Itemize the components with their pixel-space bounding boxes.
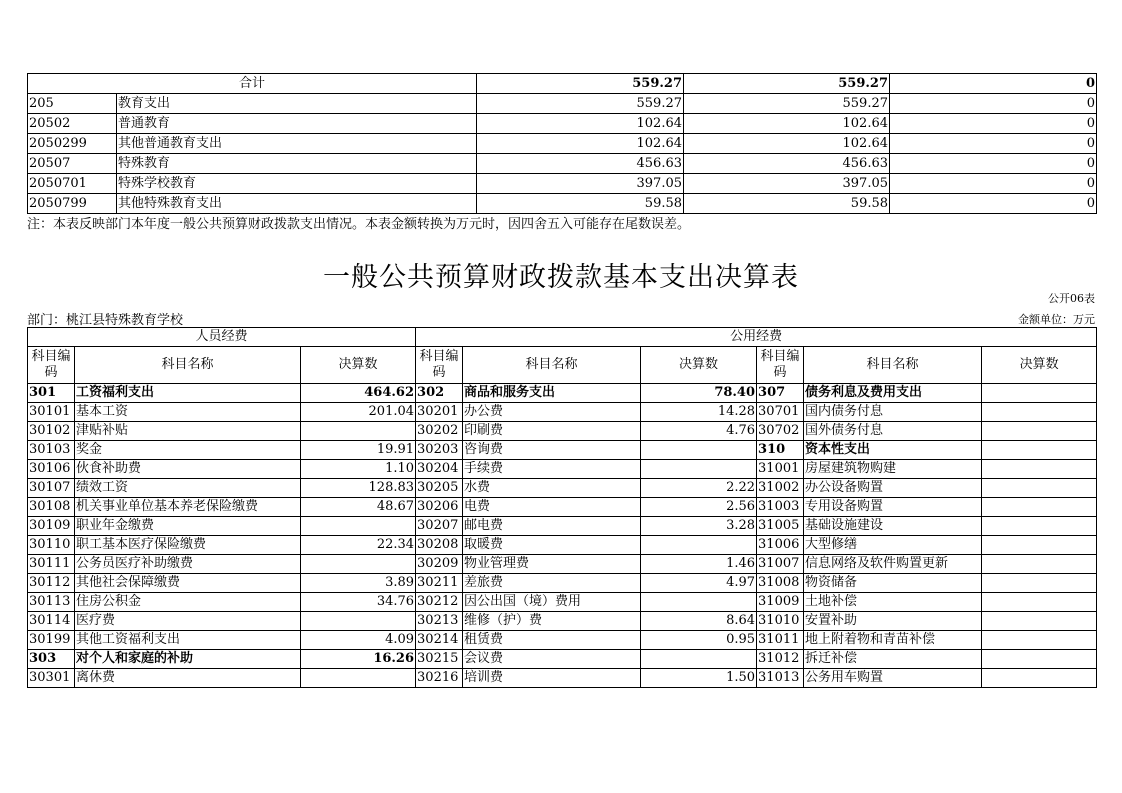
- table-row: [28, 650, 1097, 669]
- item-name: 办公费: [463, 403, 641, 422]
- col-name-header: 科目名称: [75, 347, 301, 384]
- table-row: [28, 612, 1097, 631]
- item-name: 住房公积金: [75, 593, 301, 612]
- row-value: 102.64: [684, 134, 890, 154]
- row-name: 特殊学校教育: [117, 174, 477, 194]
- item-name: 医疗费: [75, 612, 301, 631]
- item-amount: 3.28: [641, 517, 757, 536]
- row-name: 其他特殊教育支出: [117, 194, 477, 214]
- col-code-header: 科目编码: [416, 347, 463, 384]
- row-name: 普通教育: [117, 114, 477, 134]
- row-value: 59.58: [684, 194, 890, 214]
- page-title: 一般公共预算财政拨款基本支出决算表: [323, 262, 799, 293]
- item-name: 绩效工资: [75, 479, 301, 498]
- item-code: 30111: [28, 555, 75, 574]
- item-name: 地上附着物和青苗补偿: [804, 631, 982, 650]
- item-amount: 464.62: [301, 384, 416, 403]
- item-name: 国外债务付息: [804, 422, 982, 441]
- item-amount: [982, 593, 1097, 612]
- table-row: [28, 574, 1097, 593]
- item-amount: [301, 555, 416, 574]
- row-value: 0: [890, 134, 1097, 154]
- item-amount: 8.64: [641, 612, 757, 631]
- item-name: 其他工资福利支出: [75, 631, 301, 650]
- col-amount-header: 决算数: [301, 347, 416, 384]
- item-name: 安置补助: [804, 612, 982, 631]
- item-code: 30106: [28, 460, 75, 479]
- item-name: 职工基本医疗保险缴费: [75, 536, 301, 555]
- table-row: [28, 555, 1097, 574]
- item-name: 奖金: [75, 441, 301, 460]
- item-amount: 1.46: [641, 555, 757, 574]
- item-amount: [641, 460, 757, 479]
- table-row: [28, 134, 1097, 154]
- item-code: 31010: [757, 612, 804, 631]
- item-code: 30201: [416, 403, 463, 422]
- row-value: 456.63: [477, 154, 684, 174]
- group-public-header: 公用经费: [416, 328, 1097, 347]
- item-code: 30109: [28, 517, 75, 536]
- item-amount: 128.83: [301, 479, 416, 498]
- item-name: 维修（护）费: [463, 612, 641, 631]
- row-value: 0: [890, 174, 1097, 194]
- item-code: 30301: [28, 669, 75, 688]
- item-amount: [982, 669, 1097, 688]
- item-amount: 3.89: [301, 574, 416, 593]
- item-code: 31012: [757, 650, 804, 669]
- item-name: 专用设备购置: [804, 498, 982, 517]
- item-code: 310: [757, 441, 804, 460]
- item-code: 30205: [416, 479, 463, 498]
- item-name: 会议费: [463, 650, 641, 669]
- item-amount: [641, 536, 757, 555]
- item-name: 差旅费: [463, 574, 641, 593]
- item-name: 债务利息及费用支出: [804, 384, 982, 403]
- item-code: 30103: [28, 441, 75, 460]
- item-name: 租赁费: [463, 631, 641, 650]
- row-value: 59.58: [477, 194, 684, 214]
- table-row: [28, 114, 1097, 134]
- item-amount: [301, 517, 416, 536]
- item-amount: [301, 612, 416, 631]
- row-value: 559.27: [477, 94, 684, 114]
- item-name: 因公出国（境）费用: [463, 593, 641, 612]
- row-code: 2050799: [28, 194, 117, 214]
- item-code: 30110: [28, 536, 75, 555]
- item-amount: 201.04: [301, 403, 416, 422]
- row-name: 教育支出: [117, 94, 477, 114]
- row-value: 102.64: [477, 134, 684, 154]
- item-amount: [982, 517, 1097, 536]
- item-code: 30213: [416, 612, 463, 631]
- row-name: 特殊教育: [117, 154, 477, 174]
- item-name: 其他社会保障缴费: [75, 574, 301, 593]
- item-name: 电费: [463, 498, 641, 517]
- item-code: 31008: [757, 574, 804, 593]
- total-value: 559.27: [477, 74, 684, 94]
- table-row: [28, 94, 1097, 114]
- table-row: [28, 460, 1097, 479]
- table-row: [28, 422, 1097, 441]
- table-row: [28, 669, 1097, 688]
- item-code: 31011: [757, 631, 804, 650]
- row-code: 20507: [28, 154, 117, 174]
- item-name: 邮电费: [463, 517, 641, 536]
- item-code: 30702: [757, 422, 804, 441]
- item-code: 31013: [757, 669, 804, 688]
- item-amount: 0.95: [641, 631, 757, 650]
- table-row: [28, 517, 1097, 536]
- item-amount: 14.28: [641, 403, 757, 422]
- item-name: 手续费: [463, 460, 641, 479]
- item-name: 拆迁补偿: [804, 650, 982, 669]
- table-row: [28, 479, 1097, 498]
- total-value: 559.27: [684, 74, 890, 94]
- form-number: 公开06表: [1048, 292, 1095, 305]
- item-amount: 34.76: [301, 593, 416, 612]
- row-value: 397.05: [684, 174, 890, 194]
- item-amount: 19.91: [301, 441, 416, 460]
- item-code: 30101: [28, 403, 75, 422]
- item-amount: [301, 669, 416, 688]
- item-name: 商品和服务支出: [463, 384, 641, 403]
- total-label: 合计: [28, 74, 477, 94]
- table-row: [28, 384, 1097, 403]
- row-code: 2050701: [28, 174, 117, 194]
- table-row: [28, 403, 1097, 422]
- item-amount: [641, 593, 757, 612]
- item-name: 大型修缮: [804, 536, 982, 555]
- item-name: 培训费: [463, 669, 641, 688]
- item-code: 302: [416, 384, 463, 403]
- column-header-row: [28, 347, 1097, 384]
- item-name: 机关事业单位基本养老保险缴费: [75, 498, 301, 517]
- item-amount: 78.40: [641, 384, 757, 403]
- table-row: [28, 194, 1097, 214]
- item-amount: 1.50: [641, 669, 757, 688]
- item-code: 30216: [416, 669, 463, 688]
- item-code: 31007: [757, 555, 804, 574]
- item-amount: 16.26: [301, 650, 416, 669]
- item-amount: [982, 384, 1097, 403]
- table-row: [28, 593, 1097, 612]
- item-code: 30214: [416, 631, 463, 650]
- item-code: 31003: [757, 498, 804, 517]
- summary-table: [27, 73, 1097, 214]
- col-amount-header: 决算数: [641, 347, 757, 384]
- item-amount: 1.10: [301, 460, 416, 479]
- item-amount: [982, 460, 1097, 479]
- col-name-header: 科目名称: [804, 347, 982, 384]
- item-code: 30211: [416, 574, 463, 593]
- table-note: 注：本表反映部门本年度一般公共预算财政拨款支出情况。本表金额转换为万元时，因四舍五入可能存在尾数误差。: [27, 217, 691, 232]
- col-code-header: 科目编码: [757, 347, 804, 384]
- item-name: 工资福利支出: [75, 384, 301, 403]
- item-code: 301: [28, 384, 75, 403]
- item-amount: 4.76: [641, 422, 757, 441]
- row-value: 102.64: [684, 114, 890, 134]
- item-name: 国内债务付息: [804, 403, 982, 422]
- item-amount: [982, 555, 1097, 574]
- item-name: 土地补偿: [804, 593, 982, 612]
- item-amount: [982, 441, 1097, 460]
- item-name: 信息网络及软件购置更新: [804, 555, 982, 574]
- item-amount: 48.67: [301, 498, 416, 517]
- item-amount: [982, 650, 1097, 669]
- item-amount: 22.34: [301, 536, 416, 555]
- item-name: 印刷费: [463, 422, 641, 441]
- item-name: 资本性支出: [804, 441, 982, 460]
- item-code: 30204: [416, 460, 463, 479]
- row-code: 20502: [28, 114, 117, 134]
- item-code: 30701: [757, 403, 804, 422]
- item-name: 离休费: [75, 669, 301, 688]
- row-value: 456.63: [684, 154, 890, 174]
- group-personnel-header: 人员经费: [28, 328, 416, 347]
- item-code: 30208: [416, 536, 463, 555]
- item-amount: [982, 422, 1097, 441]
- item-amount: [982, 498, 1097, 517]
- item-code: 31006: [757, 536, 804, 555]
- item-code: 30112: [28, 574, 75, 593]
- col-amount-header: 决算数: [982, 347, 1097, 384]
- item-code: 31009: [757, 593, 804, 612]
- item-amount: 2.22: [641, 479, 757, 498]
- row-value: 102.64: [477, 114, 684, 134]
- table-row: [28, 498, 1097, 517]
- item-code: 30207: [416, 517, 463, 536]
- item-name: 办公设备购置: [804, 479, 982, 498]
- item-name: 公务用车购置: [804, 669, 982, 688]
- item-name: 基础设施建设: [804, 517, 982, 536]
- row-value: 0: [890, 154, 1097, 174]
- table-row: [28, 154, 1097, 174]
- item-code: 30202: [416, 422, 463, 441]
- row-code: 205: [28, 94, 117, 114]
- item-name: 物业管理费: [463, 555, 641, 574]
- item-code: 31002: [757, 479, 804, 498]
- item-name: 职业年金缴费: [75, 517, 301, 536]
- item-amount: 4.09: [301, 631, 416, 650]
- item-code: 30108: [28, 498, 75, 517]
- col-code-header: 科目编码: [28, 347, 75, 384]
- item-code: 30212: [416, 593, 463, 612]
- total-value: 0: [890, 74, 1097, 94]
- department-label: 部门：桃江县特殊教育学校: [27, 313, 184, 328]
- item-code: 31005: [757, 517, 804, 536]
- item-code: 30199: [28, 631, 75, 650]
- item-name: 取暖费: [463, 536, 641, 555]
- item-code: 30102: [28, 422, 75, 441]
- item-amount: [982, 612, 1097, 631]
- unit-label: 金额单位：万元: [1018, 313, 1095, 326]
- row-value: 0: [890, 114, 1097, 134]
- item-code: 303: [28, 650, 75, 669]
- item-amount: [641, 441, 757, 460]
- row-name: 其他普通教育支出: [117, 134, 477, 154]
- item-code: 30113: [28, 593, 75, 612]
- item-code: 30114: [28, 612, 75, 631]
- table-row: [28, 536, 1097, 555]
- item-code: 30209: [416, 555, 463, 574]
- item-code: 30203: [416, 441, 463, 460]
- item-amount: [982, 479, 1097, 498]
- item-name: 对个人和家庭的补助: [75, 650, 301, 669]
- item-amount: [641, 650, 757, 669]
- table-row: [28, 631, 1097, 650]
- item-code: 30107: [28, 479, 75, 498]
- table-row: [28, 174, 1097, 194]
- item-amount: [982, 631, 1097, 650]
- table-row: [28, 441, 1097, 460]
- item-amount: [982, 536, 1097, 555]
- expenditure-table: [27, 327, 1097, 688]
- item-code: 307: [757, 384, 804, 403]
- item-amount: 2.56: [641, 498, 757, 517]
- item-name: 房屋建筑物购建: [804, 460, 982, 479]
- summary-total-row: [28, 74, 1097, 94]
- item-name: 公务员医疗补助缴费: [75, 555, 301, 574]
- item-amount: [982, 403, 1097, 422]
- item-name: 伙食补助费: [75, 460, 301, 479]
- item-name: 物资储备: [804, 574, 982, 593]
- item-code: 30206: [416, 498, 463, 517]
- col-name-header: 科目名称: [463, 347, 641, 384]
- row-value: 0: [890, 94, 1097, 114]
- row-code: 2050299: [28, 134, 117, 154]
- item-amount: [982, 574, 1097, 593]
- item-amount: 4.97: [641, 574, 757, 593]
- item-name: 津贴补贴: [75, 422, 301, 441]
- row-value: 559.27: [684, 94, 890, 114]
- item-code: 30215: [416, 650, 463, 669]
- item-amount: [301, 422, 416, 441]
- row-value: 397.05: [477, 174, 684, 194]
- row-value: 0: [890, 194, 1097, 214]
- group-header-row: [28, 328, 1097, 347]
- item-name: 咨询费: [463, 441, 641, 460]
- item-code: 31001: [757, 460, 804, 479]
- item-name: 水费: [463, 479, 641, 498]
- item-name: 基本工资: [75, 403, 301, 422]
